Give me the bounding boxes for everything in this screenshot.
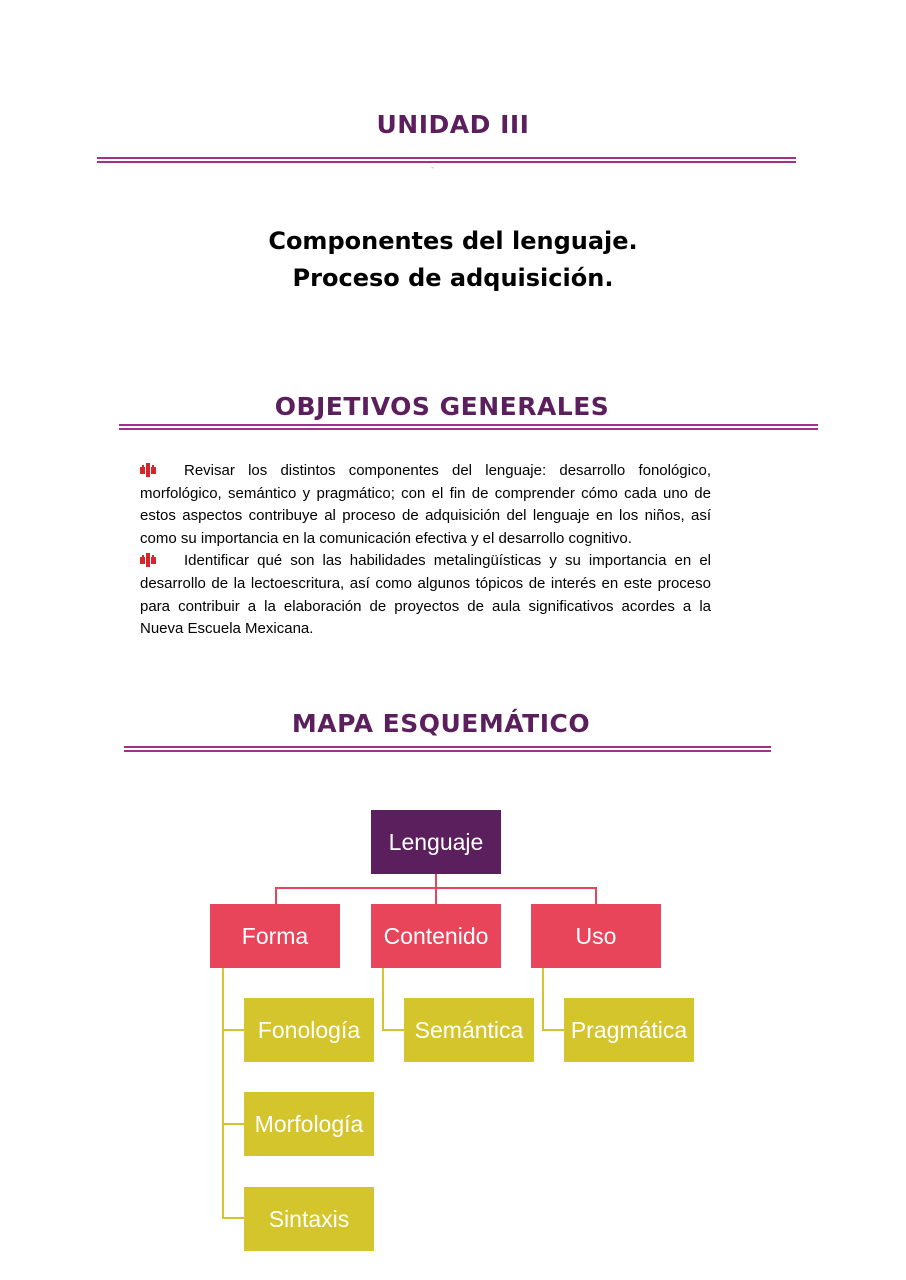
connector-forma-vertical <box>222 967 224 1219</box>
node-sintaxis: Sintaxis <box>244 1187 374 1251</box>
unit-title-rule <box>97 157 796 163</box>
objective-text-1: Revisar los distintos componentes del lenguaje: desarrollo fonológico, morfológico, semántico y pragmático; con el fin de comprender cómo cada uno de estos aspectos contribuye al proceso de adquisición del lenguaje en los niños, así como su importancia en la comunicación efectiva y el desarrollo cognitivo. <box>140 462 711 547</box>
connector-contenido-vertical <box>382 967 384 1031</box>
map-heading: MAPA ESQUEMÁTICO <box>291 709 591 738</box>
rule-mark: °« <box>430 165 434 170</box>
connector-uso-vertical <box>542 967 544 1031</box>
connector-forma <box>275 887 277 904</box>
connector-sintaxis <box>222 1217 244 1219</box>
node-fonologia: Fonología <box>244 998 374 1062</box>
connector-pragmatica <box>542 1029 564 1031</box>
objectives-list <box>140 460 711 641</box>
node-morfologia: Morfología <box>244 1092 374 1156</box>
red-ornament-icon <box>140 463 156 477</box>
document-title-line-1: Componentes del lenguaje. <box>268 227 638 255</box>
objectives-heading: OBJETIVOS GENERALES <box>274 392 610 421</box>
node-lenguaje: Lenguaje <box>371 810 501 874</box>
connector-morfologia <box>222 1123 244 1125</box>
connector-semantica <box>382 1029 404 1031</box>
objective-text-2: Identificar qué son las habilidades metalingüísticas y su importancia en el desarrollo de la lectoescritura, así como algunos tópicos de interés en este proceso para contribuir a la elaboración de proyectos de aula significativos acordes a la Nueva Escuela Mexicana. <box>140 552 711 638</box>
objective-item-1 <box>140 460 711 550</box>
node-semantica: Semántica <box>404 998 534 1062</box>
unit-title: UNIDAD III <box>376 110 530 139</box>
connector-fonologia <box>222 1029 244 1031</box>
document-title-line-2: Proceso de adquisición. <box>292 264 614 292</box>
connector-root-stem <box>435 873 437 888</box>
node-contenido: Contenido <box>371 904 501 968</box>
document-title <box>0 223 906 297</box>
map-heading-rule <box>124 746 771 752</box>
connector-contenido <box>435 887 437 904</box>
node-forma: Forma <box>210 904 340 968</box>
red-ornament-icon <box>140 553 156 567</box>
objective-item-2 <box>140 550 711 640</box>
node-uso: Uso <box>531 904 661 968</box>
connector-uso <box>595 887 597 904</box>
node-pragmatica: Pragmática <box>564 998 694 1062</box>
objectives-heading-rule <box>119 424 818 430</box>
